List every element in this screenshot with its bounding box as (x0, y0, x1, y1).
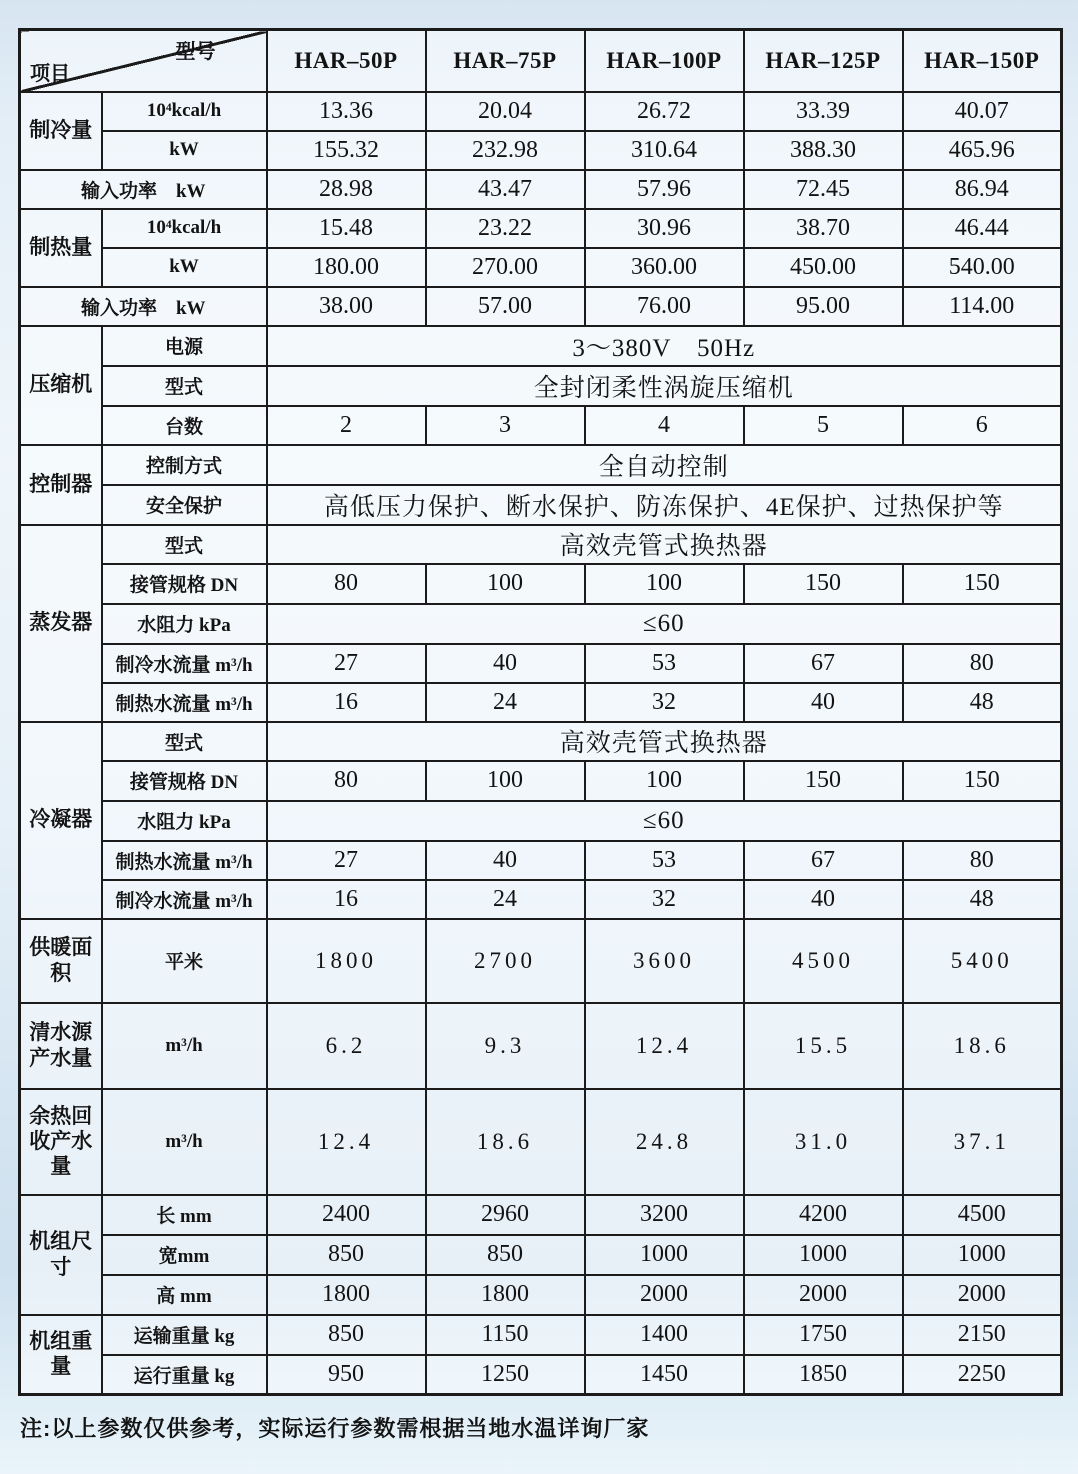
value-cell: 388.30 (744, 131, 903, 170)
table-row (20, 644, 1062, 683)
value-cell: 2700 (426, 919, 585, 1003)
value-cell: 5 (744, 406, 903, 445)
value-cell: 1400 (585, 1315, 744, 1355)
value-cell: 850 (267, 1235, 426, 1275)
table-row (20, 919, 1062, 1003)
row-label: 10⁴kcal/h (102, 92, 267, 131)
model-header: HAR–100P (585, 30, 744, 92)
value-cell: 150 (744, 761, 903, 801)
table-row (20, 1195, 1062, 1235)
group-label: 制冷量 (20, 92, 102, 170)
merged-value-cell: 高效壳管式换热器 (267, 722, 1062, 761)
value-cell: 76.00 (585, 287, 744, 326)
table-row (20, 131, 1062, 170)
row-label: kW (102, 248, 267, 287)
row-label: 台数 (102, 406, 267, 445)
value-cell: 2960 (426, 1195, 585, 1235)
table-row (20, 92, 1062, 131)
table-row (20, 326, 1062, 366)
value-cell: 1750 (744, 1315, 903, 1355)
value-cell: 38.70 (744, 209, 903, 248)
row-label: 型式 (102, 525, 267, 564)
group-label: 供暖面积 (20, 919, 102, 1003)
value-cell: 360.00 (585, 248, 744, 287)
value-cell: 150 (903, 564, 1062, 604)
value-cell: 80 (267, 564, 426, 604)
table-row (20, 485, 1062, 525)
value-cell: 40 (744, 880, 903, 919)
value-cell: 100 (585, 761, 744, 801)
value-cell: 6 (903, 406, 1062, 445)
table-row (20, 248, 1062, 287)
table-row (20, 564, 1062, 604)
merged-value-cell: 高低压力保护、断水保护、防冻保护、4E保护、过热保护等 (267, 485, 1062, 525)
row-label: kW (102, 131, 267, 170)
value-cell: 38.00 (267, 287, 426, 326)
value-cell: 15.48 (267, 209, 426, 248)
table-row (20, 1235, 1062, 1275)
value-cell: 2000 (585, 1275, 744, 1315)
value-cell: 18.6 (903, 1003, 1062, 1089)
value-cell: 100 (426, 564, 585, 604)
value-cell: 16 (267, 683, 426, 722)
table-row (20, 30, 1062, 92)
row-label: 运行重量 kg (102, 1355, 267, 1395)
value-cell: 1800 (267, 919, 426, 1003)
table-row (20, 525, 1062, 564)
row-label: 控制方式 (102, 445, 267, 485)
value-cell: 13.36 (267, 92, 426, 131)
value-cell: 150 (744, 564, 903, 604)
value-cell: 57.00 (426, 287, 585, 326)
table-row (20, 604, 1062, 644)
value-cell: 24.8 (585, 1089, 744, 1195)
value-cell: 3200 (585, 1195, 744, 1235)
value-cell: 114.00 (903, 287, 1062, 326)
corner-model-label: 型号 (175, 41, 216, 63)
value-cell: 4 (585, 406, 744, 445)
value-cell: 80 (267, 761, 426, 801)
row-label: m³/h (102, 1089, 267, 1195)
table-row (20, 406, 1062, 445)
value-cell: 16 (267, 880, 426, 919)
value-cell: 1000 (585, 1235, 744, 1275)
model-header: HAR–50P (267, 30, 426, 92)
value-cell: 43.47 (426, 170, 585, 209)
value-cell: 1850 (744, 1355, 903, 1395)
value-cell: 28.98 (267, 170, 426, 209)
value-cell: 1150 (426, 1315, 585, 1355)
value-cell: 232.98 (426, 131, 585, 170)
row-label: 型式 (102, 366, 267, 406)
table-row (20, 209, 1062, 248)
value-cell: 155.32 (267, 131, 426, 170)
row-label: 高 mm (102, 1275, 267, 1315)
row-label: m³/h (102, 1003, 267, 1089)
merged-value-cell: 全自动控制 (267, 445, 1062, 485)
value-cell: 1000 (744, 1235, 903, 1275)
value-cell: 850 (267, 1315, 426, 1355)
value-cell: 30.96 (585, 209, 744, 248)
table-row (20, 1315, 1062, 1355)
group-label: 制热量 (20, 209, 102, 287)
merged-value-cell: 高效壳管式换热器 (267, 525, 1062, 564)
value-cell: 3 (426, 406, 585, 445)
value-cell: 20.04 (426, 92, 585, 131)
table-row (20, 683, 1062, 722)
value-cell: 3600 (585, 919, 744, 1003)
value-cell: 9.3 (426, 1003, 585, 1089)
value-cell: 1800 (426, 1275, 585, 1315)
value-cell: 950 (267, 1355, 426, 1395)
table-row (20, 366, 1062, 406)
row-label: 制热水流量 m³/h (102, 683, 267, 722)
model-header: HAR–75P (426, 30, 585, 92)
merged-value-cell: 3～380V 50Hz (267, 326, 1062, 366)
value-cell: 4200 (744, 1195, 903, 1235)
value-cell: 48 (903, 683, 1062, 722)
value-cell: 40 (426, 841, 585, 880)
row-label: 接管规格 DN (102, 564, 267, 604)
value-cell: 2150 (903, 1315, 1062, 1355)
merged-value-cell: ≤60 (267, 801, 1062, 841)
value-cell: 310.64 (585, 131, 744, 170)
value-cell: 26.72 (585, 92, 744, 131)
value-cell: 1250 (426, 1355, 585, 1395)
value-cell: 4500 (903, 1195, 1062, 1235)
value-cell: 86.94 (903, 170, 1062, 209)
table-row (20, 761, 1062, 801)
group-label: 蒸发器 (20, 525, 102, 722)
value-cell: 1800 (267, 1275, 426, 1315)
value-cell: 53 (585, 644, 744, 683)
value-cell: 80 (903, 841, 1062, 880)
value-cell: 67 (744, 644, 903, 683)
value-cell: 95.00 (744, 287, 903, 326)
table-row (20, 841, 1062, 880)
group-label: 压缩机 (20, 326, 102, 445)
value-cell: 450.00 (744, 248, 903, 287)
value-cell: 270.00 (426, 248, 585, 287)
value-cell: 150 (903, 761, 1062, 801)
table-row (20, 1355, 1062, 1395)
value-cell: 1450 (585, 1355, 744, 1395)
value-cell: 2 (267, 406, 426, 445)
value-cell: 27 (267, 644, 426, 683)
footnote: 注:以上参数仅供参考，实际运行参数需根据当地水温详询厂家 (20, 1416, 650, 1441)
value-cell: 23.22 (426, 209, 585, 248)
group-label: 控制器 (20, 445, 102, 525)
group-label: 机组尺寸 (20, 1195, 102, 1315)
value-cell: 24 (426, 683, 585, 722)
value-cell: 33.39 (744, 92, 903, 131)
value-cell: 72.45 (744, 170, 903, 209)
value-cell: 37.1 (903, 1089, 1062, 1195)
value-cell: 80 (903, 644, 1062, 683)
value-cell: 67 (744, 841, 903, 880)
value-cell: 31.0 (744, 1089, 903, 1195)
row-label: 宽mm (102, 1235, 267, 1275)
merged-value-cell: ≤60 (267, 604, 1062, 644)
table-row (20, 722, 1062, 761)
value-cell: 32 (585, 880, 744, 919)
value-cell: 4500 (744, 919, 903, 1003)
value-cell: 32 (585, 683, 744, 722)
value-cell: 12.4 (267, 1089, 426, 1195)
value-cell: 2400 (267, 1195, 426, 1235)
value-cell: 850 (426, 1235, 585, 1275)
corner-cell (20, 30, 267, 92)
row-label: 10⁴kcal/h (102, 209, 267, 248)
row-label: 电源 (102, 326, 267, 366)
value-cell: 2000 (744, 1275, 903, 1315)
group-label: 清水源产水量 (20, 1003, 102, 1089)
corner-item-label: 项目 (30, 62, 70, 85)
value-cell: 46.44 (903, 209, 1062, 248)
row-label: 制冷水流量 m³/h (102, 880, 267, 919)
row-label: 安全保护 (102, 485, 267, 525)
table-row (20, 1089, 1062, 1195)
merged-value-cell: 全封闭柔性涡旋压缩机 (267, 366, 1062, 406)
value-cell: 465.96 (903, 131, 1062, 170)
value-cell: 1000 (903, 1235, 1062, 1275)
value-cell: 40.07 (903, 92, 1062, 131)
table-row (20, 445, 1062, 485)
value-cell: 100 (585, 564, 744, 604)
row-label: 制热水流量 m³/h (102, 841, 267, 880)
spec-table (18, 28, 1063, 1396)
value-cell: 540.00 (903, 248, 1062, 287)
row-label: 输入功率 kW (20, 287, 267, 326)
table-row (20, 287, 1062, 326)
value-cell: 24 (426, 880, 585, 919)
row-label: 接管规格 DN (102, 761, 267, 801)
table-row (20, 801, 1062, 841)
row-label: 制冷水流量 m³/h (102, 644, 267, 683)
table-row (20, 170, 1062, 209)
group-label: 机组重量 (20, 1315, 102, 1395)
value-cell: 40 (744, 683, 903, 722)
value-cell: 12.4 (585, 1003, 744, 1089)
value-cell: 27 (267, 841, 426, 880)
row-label: 水阻力 kPa (102, 801, 267, 841)
table-row (20, 1275, 1062, 1315)
value-cell: 100 (426, 761, 585, 801)
row-label: 水阻力 kPa (102, 604, 267, 644)
value-cell: 53 (585, 841, 744, 880)
row-label: 平米 (102, 919, 267, 1003)
group-label: 余热回收产水量 (20, 1089, 102, 1195)
value-cell: 2250 (903, 1355, 1062, 1395)
value-cell: 18.6 (426, 1089, 585, 1195)
value-cell: 57.96 (585, 170, 744, 209)
value-cell: 180.00 (267, 248, 426, 287)
row-label: 输入功率 kW (20, 170, 267, 209)
value-cell: 6.2 (267, 1003, 426, 1089)
table-row (20, 1003, 1062, 1089)
value-cell: 48 (903, 880, 1062, 919)
row-label: 长 mm (102, 1195, 267, 1235)
value-cell: 5400 (903, 919, 1062, 1003)
group-label: 冷凝器 (20, 722, 102, 919)
model-header: HAR–150P (903, 30, 1062, 92)
value-cell: 2000 (903, 1275, 1062, 1315)
row-label: 运输重量 kg (102, 1315, 267, 1355)
value-cell: 15.5 (744, 1003, 903, 1089)
model-header: HAR–125P (744, 30, 903, 92)
table-row (20, 880, 1062, 919)
value-cell: 40 (426, 644, 585, 683)
row-label: 型式 (102, 722, 267, 761)
